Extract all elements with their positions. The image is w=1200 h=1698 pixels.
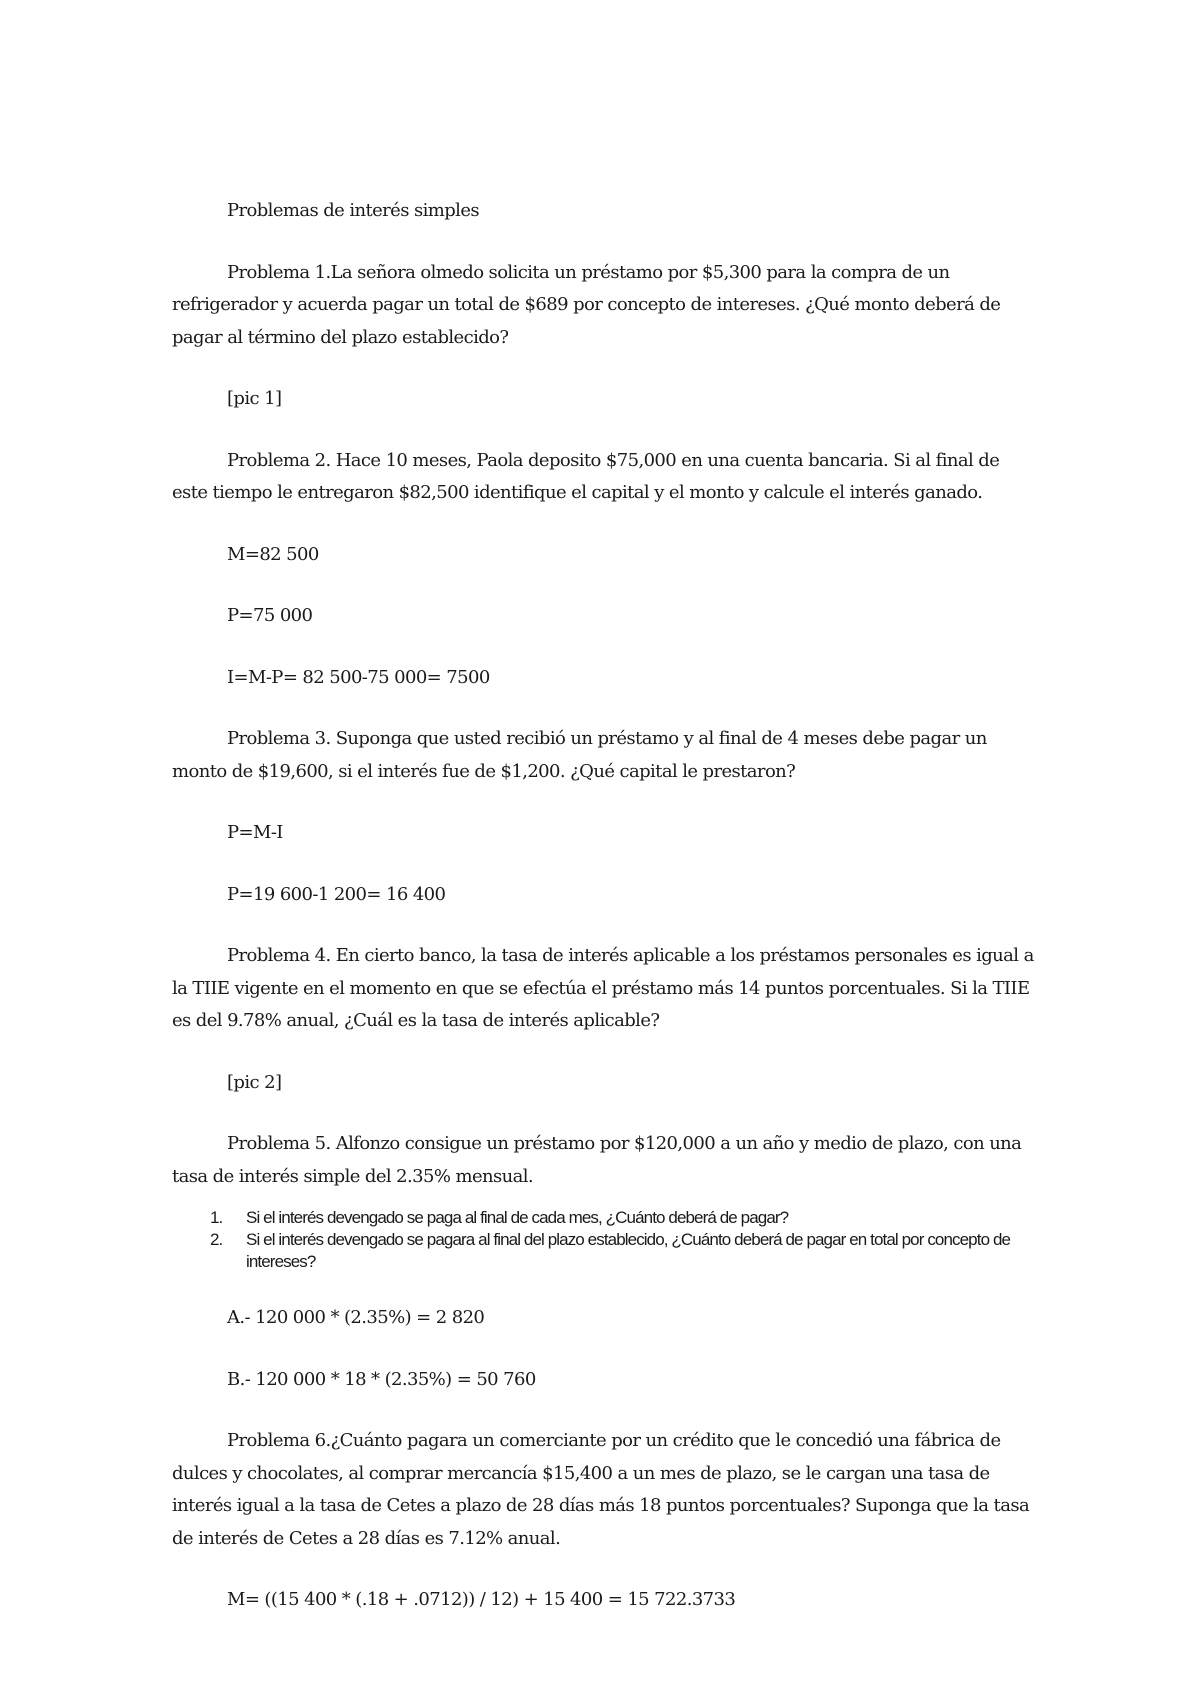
problem-3-text: Problema 3. Suponga que usted recibió un préstamo y al final de 4 meses debe pagar un monto de $19,600, si el interés fue de $1,200. ¿Qué capital le prestaron?	[172, 728, 987, 782]
problem-3-solution-line: P=M-I	[227, 822, 283, 843]
list-item	[172, 1207, 1038, 1229]
problem-2-text: Problema 2. Hace 10 meses, Paola deposito $75,000 en una cuenta bancaria. Si al final de este tiempo le entregaron $82,500 identifique el capital y el monto y calcule el interés ganado.	[172, 449, 1000, 503]
problem-4-text: Problema 4. En cierto banco, la tasa de interés aplicable a los préstamos personales es igual a la TIIE vigente en el momento en que se efectúa el préstamo más 14 puntos porcentuales. Si la TIIE es del 9.78% anual, ¿Cuál es la tasa de interés aplicable?	[172, 945, 1034, 1031]
problem-2-solution-line: I=M-P= 82 500-75 000= 7500	[227, 666, 490, 688]
document-title: Problemas de interés simples	[227, 200, 480, 221]
list-item-text: Si el interés devengado se pagara al final del plazo establecido, ¿Cuánto deberá de pagar en total por concepto de intereses?	[246, 1230, 1011, 1271]
problem-2-solution-line: P=75 000	[227, 605, 313, 626]
problem-3-solution-line: P=19 600-1 200= 16 400	[227, 883, 446, 905]
problem-1-image-placeholder: [pic 1]	[227, 388, 282, 409]
problem-2-solution-line: M=82 500	[227, 543, 319, 565]
problem-4-image-placeholder: [pic 2]	[227, 1071, 282, 1093]
list-item-text: Si el interés devengado se paga al final de cada mes, ¿Cuánto deberá de pagar?	[246, 1208, 789, 1227]
problem-6-text: Problema 6.¿Cuánto pagara un comerciante por un crédito que le concedió una fábrica de dulces y chocolates, al comprar mercancía $15,400 a un mes de plazo, se le cargan una tasa de interés igual a la tasa de Cetes a plazo de 28 días más 18 puntos porcentuales? Suponga que la tasa de interés de Cetes a 28 días es 7.12% anual.	[172, 1430, 1030, 1549]
problem-5-text: Problema 5. Alfonzo consigue un préstamo por $120,000 a un año y medio de plazo, con una tasa de interés simple del 2.35% mensual.	[172, 1133, 1022, 1187]
list-item-number: 1.	[210, 1208, 223, 1227]
document-body	[172, 195, 1038, 1646]
problem-5-solution-line: B.- 120 000 * 18 * (2.35%) = 50 760	[227, 1368, 536, 1390]
list-item-number: 2.	[210, 1230, 223, 1249]
problem-6-solution-line: M= ((15 400 * (.18 + .0712)) / 12) + 15 400 = 15 722.3733	[227, 1589, 736, 1610]
problem-1-text: Problema 1.La señora olmedo solicita un préstamo por $5,300 para la compra de un refrigerador y acuerda pagar un total de $689 por concepto de intereses. ¿Qué monto deberá de pagar al término del plazo establecido?	[172, 261, 1001, 348]
problem-5-question-list	[172, 1207, 1038, 1273]
problem-5-solution-line: A.- 120 000 * (2.35%) = 2 820	[227, 1307, 485, 1328]
list-item	[172, 1229, 1038, 1273]
